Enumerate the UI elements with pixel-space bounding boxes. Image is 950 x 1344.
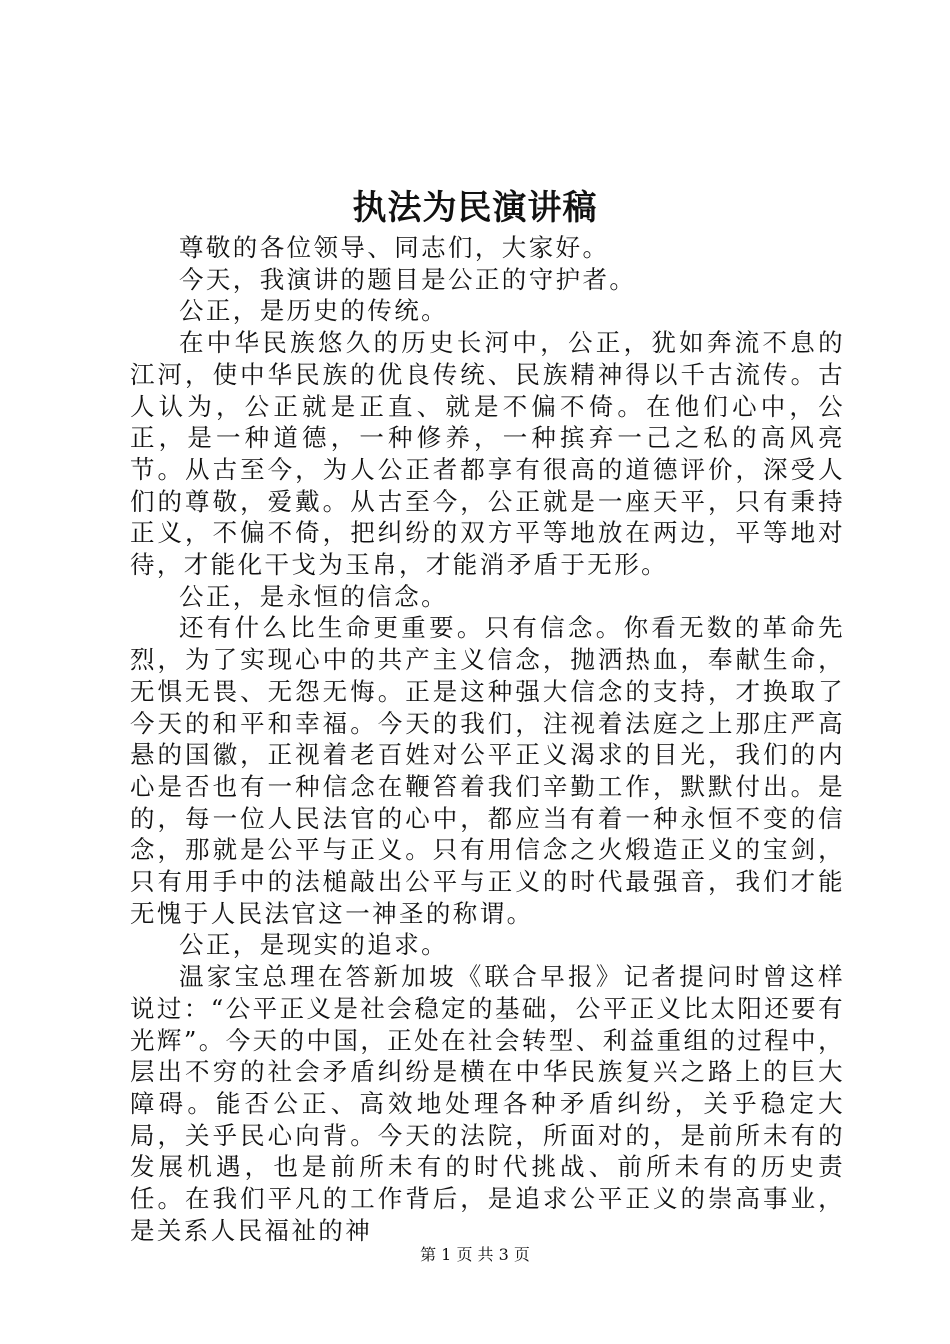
section-heading-history: 公正，是历史的传统。 [179,296,448,326]
paragraph-belief: 还有什么比生命更重要。只有信念。你看无数的革命先烈，为了实现心中的共产主义信念，抛洒热血，奉献生命，无惧无畏、无怨无悔。正是这种强大信念的支持，才换取了今天的和平和幸福。今天的我们，注视着法庭之上那庄严高悬的国徽，正视着老百姓对公平正义渴求的目光，我们的内心是否也有一种信念在鞭笞着我们辛勤工作，默默付出。是的，每一位人民法官的心中，都应当有着一种永恒不变的信念，那就是公平与正义。只有用信念之火煅造正义的宝剑，只有用手中的法槌敲出公平与正义的时代最强音，我们才能无愧于人民法官这一神圣的称谓。 [130,613,845,928]
paragraph-topic: 今天，我演讲的题目是公正的守护者。 [179,264,637,294]
paragraph-reality: 温家宝总理在答新加坡《联合早报》记者提问时曾这样说过：“公平正义是社会稳定的基础，公平正义比太阳还要有光辉”。今天的中国，正处在社会转型、利益重组的过程中，层出不穷的社会矛盾纠纷是横在中华民族复兴之路上的巨大障碍。能否公正、高效地处理各种矛盾纠纷，关乎稳定大局，关乎民心向背。今天的法院，所面对的，是前所未有的发展机遇，也是前所未有的时代挑战、前所未有的历史责任。在我们平凡的工作背后，是追求公平正义的崇高事业，是关系人民福祉的神 [130,962,845,1245]
page-number-footer: 第 1 页 共 3 页 [420,1245,530,1264]
paragraph-greeting: 尊敬的各位领导、同志们，大家好。 [179,233,610,262]
document-title: 执法为民演讲稿 [352,188,598,228]
section-heading-belief: 公正，是永恒的信念。 [179,581,448,611]
section-heading-reality: 公正，是现实的追求。 [179,930,448,960]
paragraph-history: 在中华民族悠久的历史长河中，公正，犹如奔流不息的江河，使中华民族的优良传统、民族精神得以千古流传。古人认为，公正就是正直、就是不偏不倚。在他们心中，公正，是一种道德，一种修养，一种摈弃一己之私的高风亮节。从古至今，为人公正者都享有很高的道德评价，深受人们的尊敬，爱戴。从古至今，公正就是一座天平，只有秉持正义，不偏不倚，把纠纷的双方平等地放在两边，平等地对待，才能化干戈为玉帛，才能消矛盾于无形。 [130,328,845,580]
document-body [130,232,845,1247]
